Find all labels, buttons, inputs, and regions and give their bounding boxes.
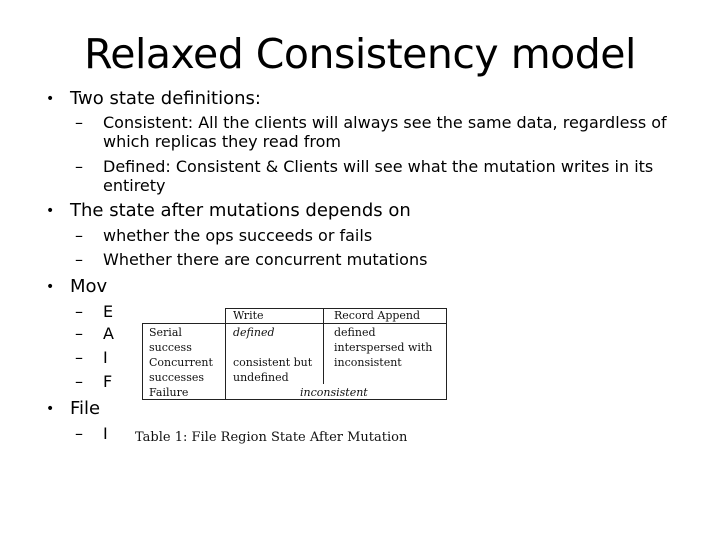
bullet-file [46, 398, 101, 420]
table-caption: Table 1: File Region State After Mutation [135, 430, 408, 445]
bullet-text: Two state definitions: [70, 88, 261, 109]
bullet-text: File [70, 398, 101, 419]
dash-icon: – [75, 424, 83, 443]
sub-bullet-text: F [103, 372, 113, 391]
sub-bullet-ops [75, 226, 373, 245]
bullet-state-definitions [46, 88, 261, 110]
table-cell-failure: inconsistent [300, 386, 368, 399]
bullet-dot-icon: • [46, 91, 55, 107]
sub-bullet-text: whether the ops succeeds or fails [103, 226, 373, 245]
dash-icon: – [75, 324, 83, 343]
sub-bullet-covered-1 [75, 302, 114, 321]
dash-icon: – [75, 113, 83, 132]
table-col-rule-1 [225, 308, 226, 399]
sub-bullet-text: Consistent: All the clients will always see the same data, regardless of which replicas they read from [103, 113, 667, 151]
table-header-write: Write [233, 309, 264, 322]
dash-icon: – [75, 372, 83, 391]
bullet-mov [46, 276, 108, 298]
file-region-state-table [125, 295, 460, 450]
sub-bullet-text: E [103, 302, 114, 321]
sub-bullet-text: I [103, 424, 108, 443]
table-row-label-failure: Failure [149, 386, 189, 399]
table-left-rule [142, 323, 143, 399]
dash-icon: – [75, 348, 83, 367]
table-col-rule-2 [323, 308, 324, 384]
sub-bullet-text: Defined: Consistent & Clients will see what the mutation writes in its entirety [103, 157, 654, 195]
bullet-dot-icon: • [46, 279, 55, 295]
table-right-rule [446, 308, 447, 399]
bullet-dot-icon: • [46, 401, 55, 417]
table-cell-serial-append: defined interspersed with inconsistent [334, 326, 433, 369]
bullet-dot-icon: • [46, 203, 55, 219]
table-cell-concurrent-write: consistent but undefined [233, 356, 313, 384]
sub-bullet-defined [75, 157, 673, 195]
bullet-state-after-mutations [46, 200, 411, 222]
bullet-text: Mov [70, 276, 108, 297]
sub-bullet-text: Whether there are concurrent mutations [103, 250, 428, 269]
dash-icon: – [75, 302, 83, 321]
table-cell-serial-write: defined [233, 326, 275, 339]
bullet-text: The state after mutations depends on [70, 200, 411, 221]
sub-bullet-text: A [103, 324, 114, 343]
table-header-rule [142, 323, 447, 324]
dash-icon: – [75, 157, 83, 176]
dash-icon: – [75, 226, 83, 245]
table-row-label-serial: Serial success [149, 326, 192, 354]
table-header-record-append: Record Append [334, 309, 421, 322]
sub-bullet-concurrent [75, 250, 428, 269]
sub-bullet-consistent [75, 113, 673, 151]
sub-bullet-covered-2 [75, 324, 114, 343]
sub-bullet-covered-4 [75, 372, 113, 391]
sub-bullet-covered-5 [75, 424, 108, 443]
dash-icon: – [75, 250, 83, 269]
sub-bullet-text: I [103, 348, 108, 367]
sub-bullet-covered-3 [75, 348, 108, 367]
table-row-label-concurrent: Concurrent successes [149, 356, 213, 384]
slide-title: Relaxed Consistency model [84, 30, 636, 78]
